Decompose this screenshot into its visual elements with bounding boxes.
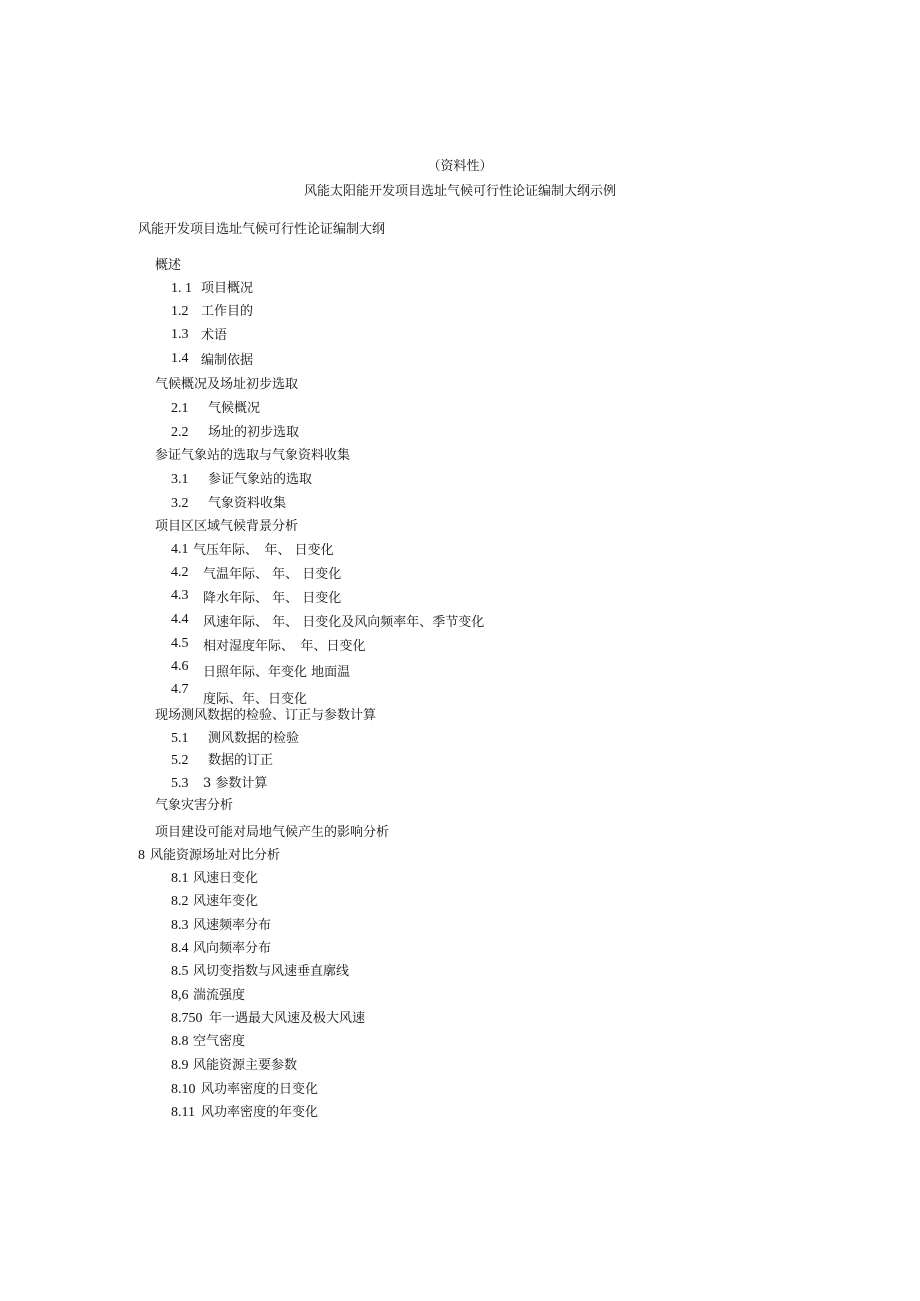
- item-number: 8,6: [171, 988, 189, 1003]
- section-heading: 项目建设可能对局地气候产生的影响分析: [155, 825, 390, 840]
- item-number: 8.2: [171, 894, 189, 909]
- item-number: 5.1: [171, 731, 189, 746]
- item-text: 相对湿度年际、 年、日变化: [203, 639, 366, 654]
- item-number: 8.5: [171, 964, 189, 979]
- item-number: 4.1: [171, 542, 189, 557]
- item-number: 1.3: [171, 327, 189, 342]
- item-number: 8.11: [171, 1105, 195, 1120]
- item-number: 4.3: [171, 588, 189, 603]
- item-text: 风速年际、 年、 日变化及风向频率年、季节变化: [203, 615, 485, 630]
- item-number: 8.4: [171, 941, 189, 956]
- item-text: 项目概况: [201, 281, 254, 296]
- item-text: 降水年际、 年、 日变化: [203, 591, 342, 606]
- item-text: 风速年变化: [193, 894, 259, 909]
- item-number: 4.5: [171, 636, 189, 651]
- item-text: 场址的初步选取: [208, 425, 300, 440]
- section-heading: 参证气象站的选取与气象资料收集: [155, 448, 351, 463]
- item-number: 1. 1: [171, 281, 192, 296]
- item-number: 5.3: [171, 776, 189, 791]
- item-text: 日照年际、年变化 地面温: [203, 665, 351, 680]
- section-heading: 现场测风数据的检验、订正与参数计算: [155, 708, 377, 723]
- item-text: 气温年际、 年、 日变化: [203, 567, 342, 582]
- document-title: 风能太阳能开发项目选址气候可行性论证编制大纲示例: [303, 184, 616, 199]
- item-text: 风能资源主要参数: [193, 1058, 298, 1073]
- item-text: 参证气象站的选取: [208, 472, 313, 487]
- item-number: 1.4: [171, 351, 189, 366]
- item-text: 编制依据: [201, 353, 254, 368]
- item-text: 湍流强度: [193, 988, 246, 1003]
- item-text: 3 参数计算: [203, 776, 268, 791]
- document-note: （资料性）: [427, 159, 493, 174]
- item-number: 8.750: [171, 1011, 203, 1026]
- item-number: 8.1: [171, 871, 189, 886]
- item-text: 风切变指数与风速垂直廓线: [193, 964, 350, 979]
- item-number: 1.2: [171, 304, 189, 319]
- item-number: 8.8: [171, 1034, 189, 1049]
- item-text: 气象资料收集: [208, 496, 287, 511]
- section-heading: 概述: [155, 258, 182, 273]
- item-text: 年一遇最大风速及极大风速: [209, 1011, 366, 1026]
- item-number: 4.2: [171, 565, 189, 580]
- item-text: 数据的订正: [208, 753, 274, 768]
- section-heading: 风能资源场址对比分析: [150, 848, 281, 863]
- item-number: 4.4: [171, 612, 189, 627]
- item-text: 工作目的: [201, 304, 254, 319]
- item-text: 风向频率分布: [193, 941, 272, 956]
- item-number: 4.7: [171, 682, 189, 697]
- item-number: 2.2: [171, 425, 189, 440]
- item-text: 气候概况: [208, 401, 261, 416]
- item-text: 度际、年、日变化: [203, 692, 308, 707]
- outline-title: 风能开发项目选址气候可行性论证编制大纲: [138, 222, 386, 237]
- section-heading: 项目区区域气候背景分析: [155, 519, 299, 534]
- item-text: 空气密度: [193, 1034, 246, 1049]
- item-number: 8.9: [171, 1058, 189, 1073]
- item-number: 8.10: [171, 1082, 196, 1097]
- item-number: 3.1: [171, 472, 189, 487]
- item-number: 5.2: [171, 753, 189, 768]
- item-text: 风功率密度的日变化: [201, 1082, 319, 1097]
- item-text: 风速频率分布: [193, 918, 272, 933]
- item-number: 8.3: [171, 918, 189, 933]
- item-number: 2.1: [171, 401, 189, 416]
- section-heading: 气候概况及场址初步选取: [155, 377, 299, 392]
- section-heading: 气象灾害分析: [155, 798, 234, 813]
- item-text: 术语: [201, 328, 228, 343]
- item-text: 气压年际、 年、 日变化: [193, 543, 334, 558]
- item-number: 3.2: [171, 496, 189, 511]
- item-text: 风功率密度的年变化: [201, 1105, 319, 1120]
- item-text: 风速日变化: [193, 871, 259, 886]
- section-number: 8: [138, 848, 145, 863]
- item-text: 测风数据的检验: [208, 731, 300, 746]
- item-number: 4.6: [171, 659, 189, 674]
